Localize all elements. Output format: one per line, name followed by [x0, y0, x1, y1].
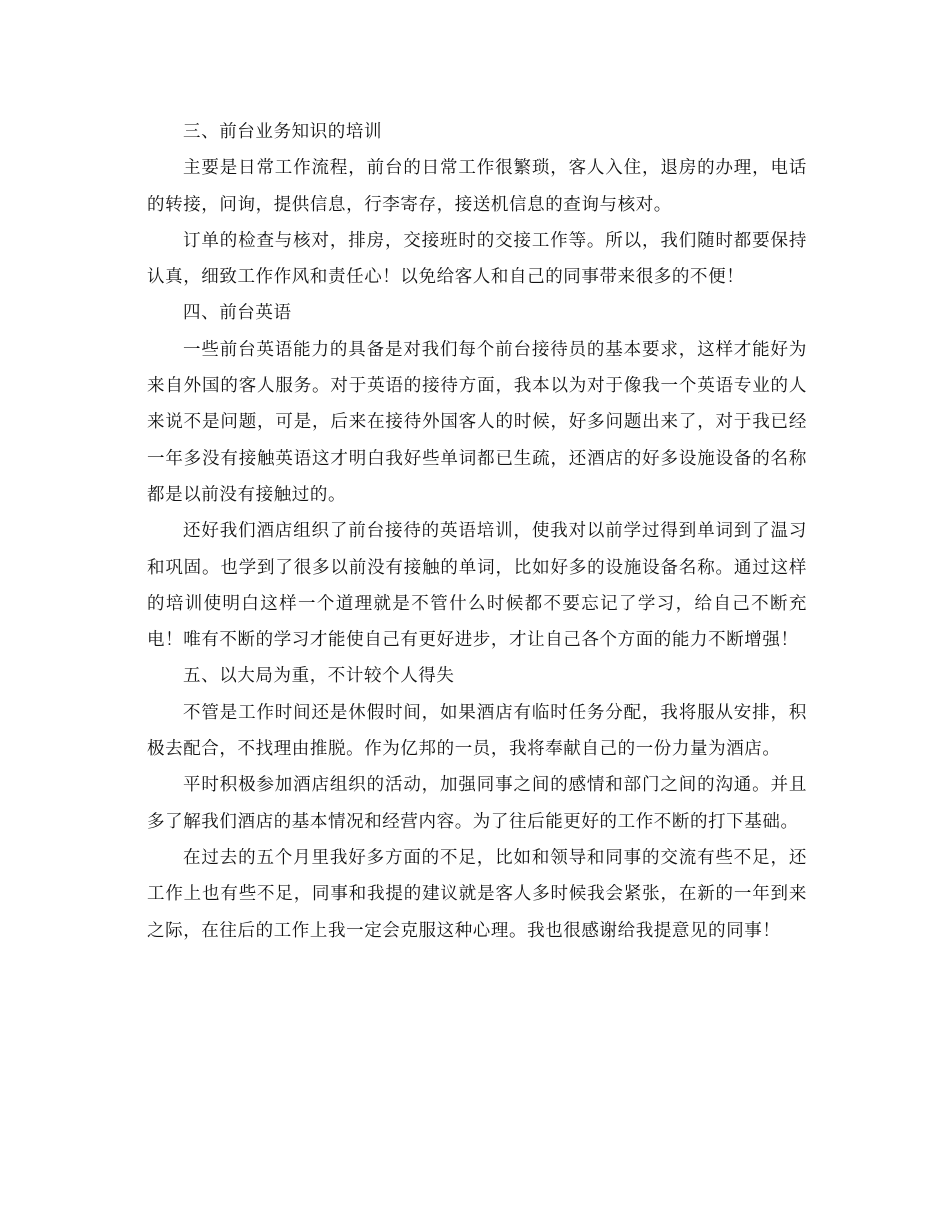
document-body — [147, 114, 807, 949]
paragraph: 主要是日常工作流程，前台的日常工作很繁琐，客人入住，退房的办理，电话的转接，问询，提供信息，行李寄存，接送机信息的查询与核对。 — [147, 158, 807, 215]
paragraph: 一些前台英语能力的具备是对我们每个前台接待员的基本要求，这样才能好为来自外国的客人服务。对于英语的接待方面，我本以为对于像我一个英语专业的人来说不是问题，可是，后来在接待外国客人的时候，好多问题出来了，对于我已经一年多没有接触英语这才明白我好些单词都已生疏，还酒店的好多设施设备的名称都是以前没有接触过的。 — [147, 339, 807, 505]
section-heading-frontdesk-english: 四、前台英语 — [183, 303, 292, 324]
paragraph: 在过去的五个月里我好多方面的不足，比如和领导和同事的交流有些不足，还工作上也有些不足，同事和我提的建议就是客人多时候我会紧张，在新的一年到来之际，在往后的工作上我一定会克服这种心理。我也很感谢给我提意见的同事！ — [147, 847, 807, 941]
paragraph: 还好我们酒店组织了前台接待的英语培训，使我对以前学过得到单词到了温习和巩固。也学到了很多以前没有接触的单词，比如好多的设施设备名称。通过这样的培训使明白这样一个道理就是不管什么时候都不要忘记了学习，给自己不断充电！唯有不断的学习才能使自己有更好进步，才让自己各个方面的能力不断增强！ — [147, 521, 807, 651]
paragraph: 平时积极参加酒店组织的活动，加强同事之间的感情和部门之间的沟通。并且多了解我们酒店的基本情况和经营内容。为了往后能更好的工作不断的打下基础。 — [147, 775, 807, 832]
section-heading-frontdesk-training: 三、前台业务知识的培训 — [183, 122, 383, 142]
section-heading-big-picture: 五、以大局为重，不计较个人得失 — [183, 666, 455, 687]
paragraph: 不管是工作时间还是休假时间，如果酒店有临时任务分配，我将服从安排，积极去配合，不找理由推脱。作为亿邦的一员，我将奉献自己的一份力量为酒店。 — [147, 702, 807, 760]
paragraph: 订单的检查与核对，排房，交接班时的交接工作等。所以，我们随时都要保持认真，细致工作作风和责任心！以免给客人和自己的同事带来很多的不便！ — [147, 230, 807, 288]
